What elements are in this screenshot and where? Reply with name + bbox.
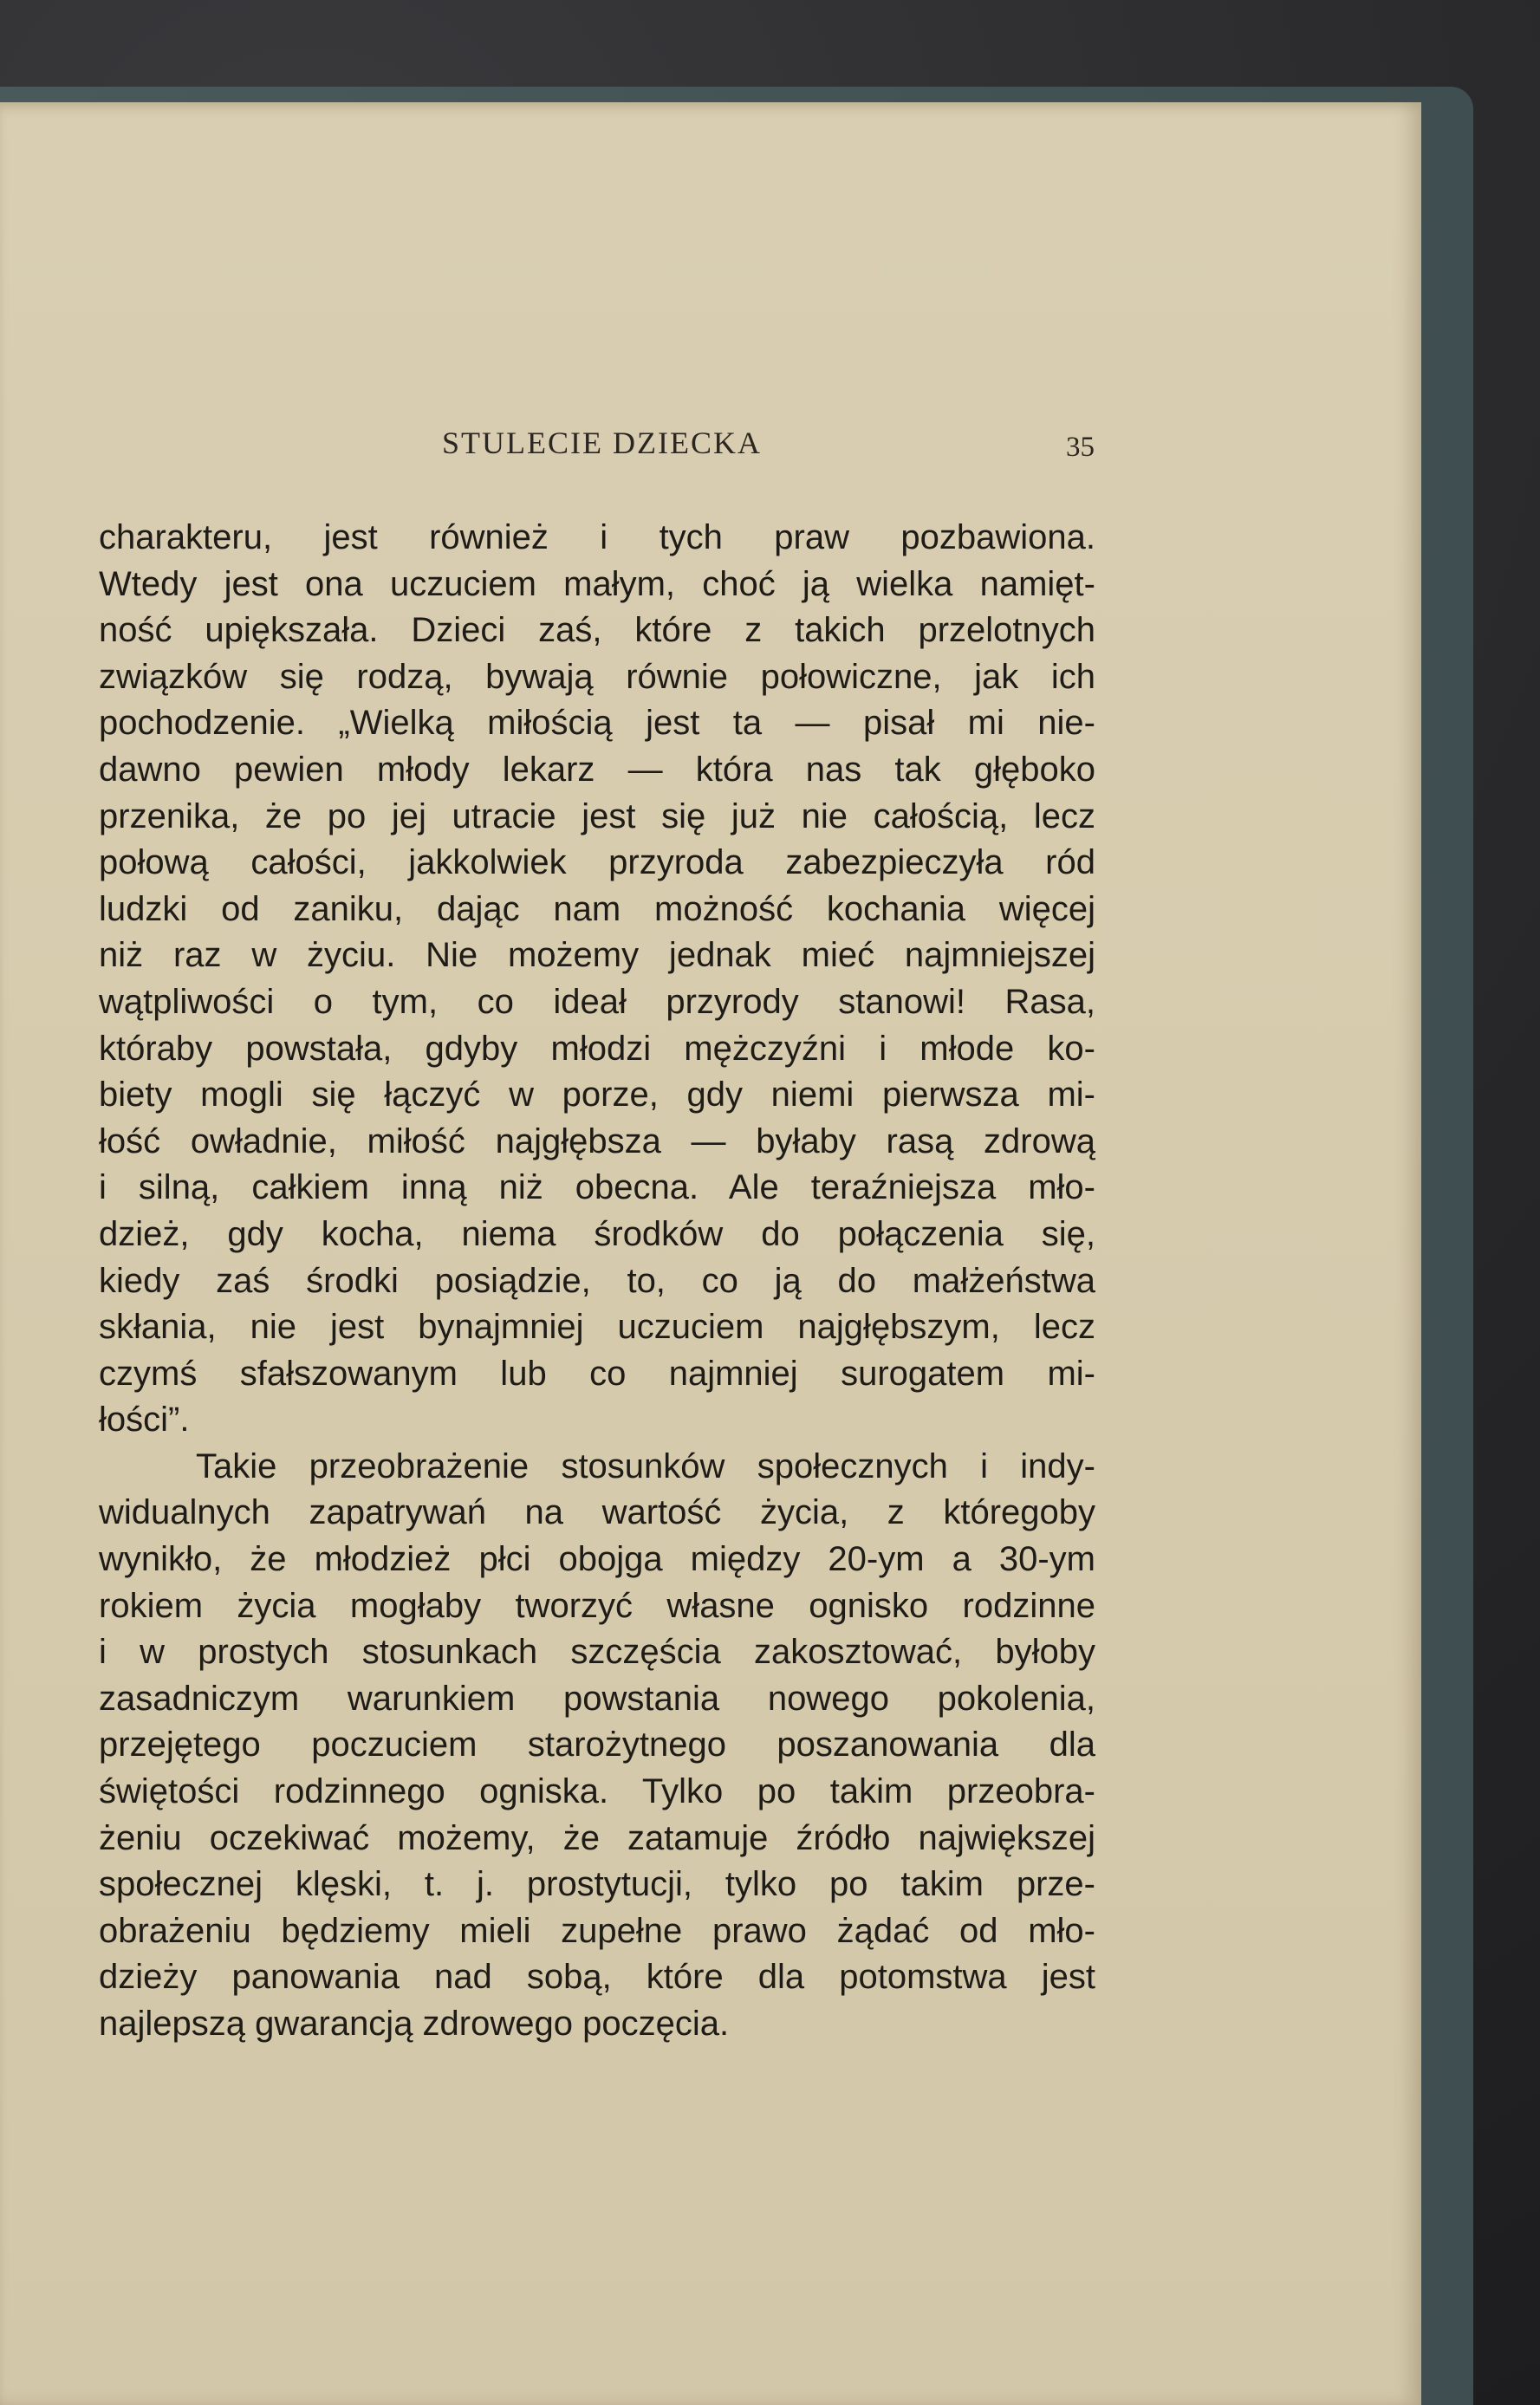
text-line: obrażeniu będziemy mieli zupełne prawo żądać od mło- (99, 1911, 1095, 1950)
text-line: społecznej klęski, t. j. prostytucji, tylko po takim prze- (99, 1865, 1095, 1904)
text-line: przejętego poczuciem starożytnego poszanowania dla (99, 1726, 1095, 1765)
text-line: łości”. (99, 1401, 190, 1440)
text-line: świętości rodzinnego ogniska. Tylko po takim przeobra- (99, 1772, 1095, 1811)
text-line: Wtedy jest ona uczuciem małym, choć ją wielka namięt- (99, 564, 1095, 603)
text-line: dawno pewien młody lekarz — która nas tak głęboko (99, 750, 1095, 789)
running-head: STULECIE DZIECKA (442, 426, 762, 460)
text-line: skłania, nie jest bynajmniej uczuciem najgłębszym, lecz (99, 1308, 1095, 1347)
text-line: niż raz w życiu. Nie możemy jednak mieć najmniejszej (99, 936, 1095, 975)
text-line: czymś sfałszowanym lub co najmniej surogatem mi- (99, 1354, 1095, 1393)
text-line: zasadniczym warunkiem powstania nowego pokolenia, (99, 1679, 1095, 1718)
text-line: żeniu oczekiwać możemy, że zatamuje źródło największej (99, 1818, 1095, 1857)
text-line: widualnych zapatrywań na wartość życia, z któregoby (99, 1493, 1095, 1532)
text-line: pochodzenie. „Wielką miłością jest ta — pisał mi nie- (99, 704, 1095, 743)
text-line: charakteru, jest również i tych praw pozbawiona. (99, 518, 1095, 556)
book-page (0, 102, 1421, 2405)
text-line: najlepszą gwarancją zdrowego poczęcia. (99, 2005, 730, 2043)
text-line: i silną, całkiem inną niż obecna. Ale teraźniejsza mło- (99, 1168, 1095, 1207)
text-line: Takie przeobrażenie stosunków społecznych i indy- (196, 1446, 1095, 1485)
page-number: 35 (1066, 432, 1095, 463)
text-line: ludzki od zaniku, dając nam możność kochania więcej (99, 889, 1095, 928)
text-line: związków się rodzą, bywają równie połowiczne, jak ich (99, 657, 1095, 696)
text-line: przenika, że po jej utracie jest się już nie całością, lecz (99, 796, 1095, 835)
text-line: wątpliwości o tym, co ideał przyrody stanowi! Rasa, (99, 982, 1095, 1021)
text-line: połową całości, jakkolwiek przyroda zabezpieczyła ród (99, 843, 1095, 882)
text-line: któraby powstała, gdyby młodzi mężczyźni i młode ko- (99, 1029, 1095, 1068)
text-line: biety mogli się łączyć w porze, gdy niemi pierwsza mi- (99, 1076, 1095, 1115)
text-line: rokiem życia mogłaby tworzyć własne ognisko rodzinne (99, 1586, 1095, 1625)
text-line: i w prostych stosunkach szczęścia zakosztować, byłoby (99, 1633, 1095, 1672)
text-line: kiedy zaś środki posiądzie, to, co ją do małżeństwa (99, 1261, 1095, 1300)
text-line: wynikło, że młodzież płci obojga między 20-ym a 30-ym (99, 1540, 1095, 1579)
body-text (99, 515, 1095, 2048)
text-line: ność upiększała. Dzieci zaś, które z takich przelotnych (99, 611, 1095, 650)
text-line: łość owładnie, miłość najgłębsza — byłaby rasą zdrową (99, 1121, 1095, 1160)
text-line: dzieży panowania nad sobą, które dla potomstwa jest (99, 1958, 1095, 1997)
text-line: dzież, gdy kocha, niema środków do połączenia się, (99, 1214, 1095, 1253)
